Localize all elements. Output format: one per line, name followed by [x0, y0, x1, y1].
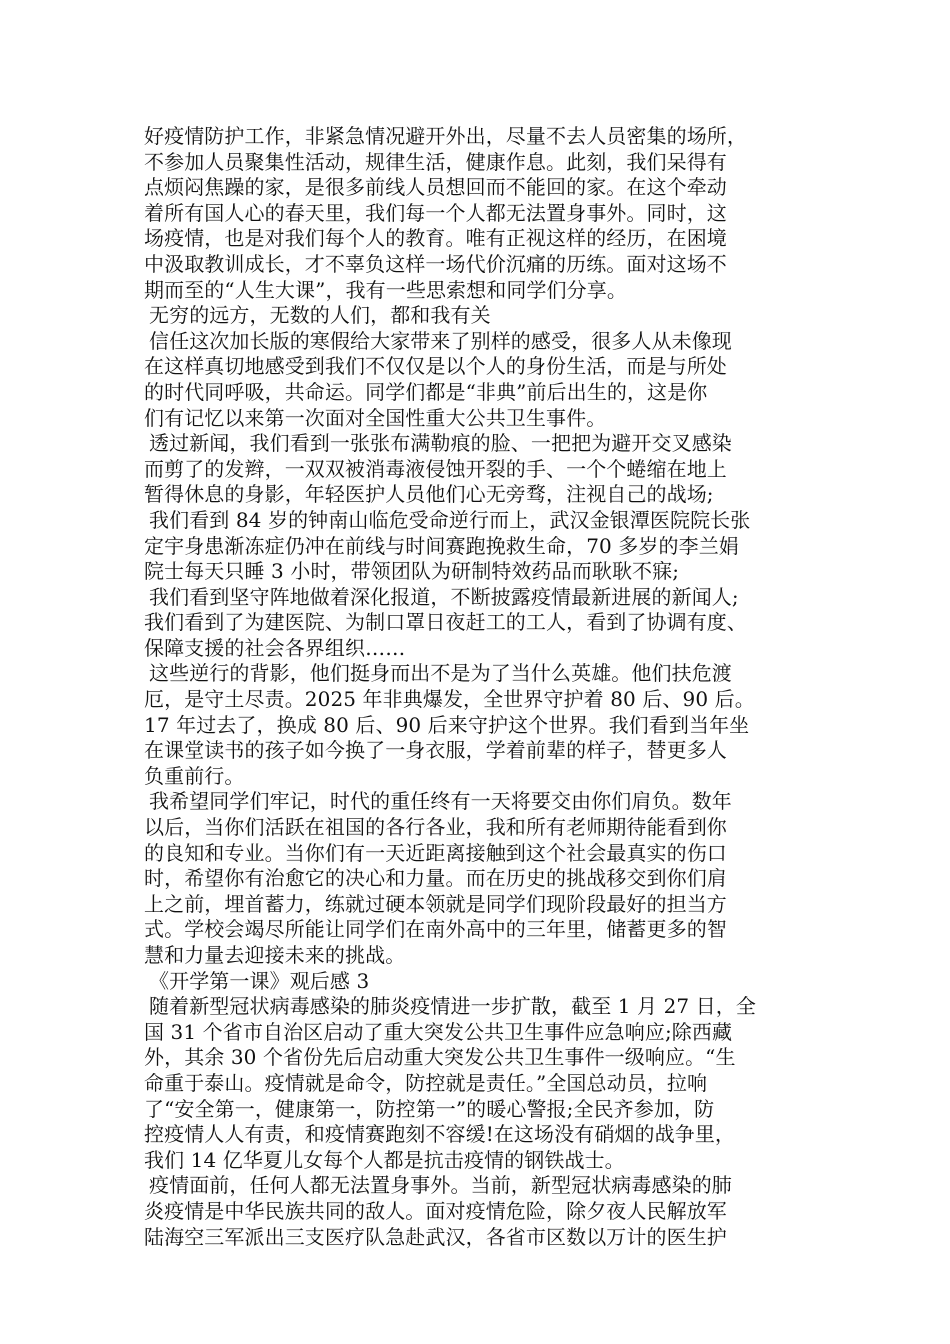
text-line: 信任这次加长版的寒假给大家带来了别样的感受，很多人从未像现 [149, 328, 732, 353]
text-line: 17 年过去了，换成 80 后、90 后来守护这个世界。我们看到当年坐 [144, 712, 750, 737]
document-body [144, 124, 810, 1250]
text-line: 暂得休息的身影，年轻医护人员他们心无旁骛，注视自己的战场; [144, 482, 714, 507]
text-line: 无穷的远方，无数的人们，都和我有关 [149, 303, 491, 328]
text-line: 在这样真切地感受到我们不仅仅是以个人的身份生活，而是与所处 [144, 354, 727, 379]
text-line: 随着新型冠状病毒感染的肺炎疫情进一步扩散，截至 1 月 27 日，全 [149, 994, 757, 1019]
text-line: 期而至的“人生大课”，我有一些思索想和同学们分享。 [144, 277, 627, 302]
text-line: 点烦闷焦躁的家，是很多前线人员想回而不能回的家。在这个牵动 [144, 175, 727, 200]
text-line: 定宇身患渐冻症仍冲在前线与时间赛跑挽救生命，70 多岁的李兰娟 [144, 533, 739, 558]
text-line: 炎疫情是中华民族共同的敌人。面对疫情危险，除夕夜人民解放军 [144, 1198, 727, 1223]
text-line: 时，希望你有治愈它的决心和力量。而在历史的挑战移交到你们肩 [144, 866, 727, 891]
text-line: 我们 14 亿华夏儿女每个人都是抗击疫情的钢铁战士。 [144, 1147, 625, 1172]
text-line: 负重前行。 [144, 763, 245, 788]
text-line: 式。学校会竭尽所能让同学们在南外高中的三年里，储蓄更多的智 [144, 917, 727, 942]
text-line: 保障支援的社会各界组织…… [144, 635, 406, 660]
text-line: 着所有国人心的春天里，我们每一个人都无法置身事外。同时，这 [144, 200, 727, 225]
text-line: 以后，当你们活跃在祖国的各行各业，我和所有老师期待能看到你 [144, 815, 727, 840]
text-line: 外，其余 30 个省份先后启动重大突发公共卫生事件一级响应。“生 [144, 1045, 736, 1070]
text-line: 国 31 个省市自治区启动了重大突发公共卫生事件应急响应;除西藏 [144, 1019, 733, 1044]
text-line: 疫情面前，任何人都无法置身事外。当前，新型冠状病毒感染的肺 [149, 1173, 732, 1198]
text-line: 中汲取教训成长，才不辜负这样一场代价沉痛的历练。面对这场不 [144, 251, 727, 276]
text-line: 的良知和专业。当你们有一天近距离接触到这个社会最真实的伤口 [144, 840, 727, 865]
text-line: 陆海空三军派出三支医疗队急赴武汉，各省市区数以万计的医生护 [144, 1224, 727, 1249]
text-line: 上之前，埋首蓄力，练就过硬本领就是同学们现阶段最好的担当方 [144, 891, 727, 916]
text-line: 场疫情，也是对我们每个人的教育。唯有正视这样的经历，在困境 [144, 226, 727, 251]
text-line: 我们看到了为建医院、为制口罩日夜赶工的工人，看到了协调有度、 [144, 610, 747, 635]
text-line: 在课堂读书的孩子如今换了一身衣服，学着前辈的样子，替更多人 [144, 738, 727, 763]
text-line: 而剪了的发辫，一双双被消毒液侵蚀开裂的手、一个个蜷缩在地上 [144, 456, 727, 481]
text-line: 厄，是守土尽责。2025 年非典爆发，全世界守护着 80 后、90 后。 [144, 687, 755, 712]
text-line: 好疫情防护工作，非紧急情况避开外出，尽量不去人员密集的场所， [144, 124, 747, 148]
text-line: 不参加人员聚集性活动，规律生活，健康作息。此刻，我们呆得有 [144, 149, 727, 174]
text-line: 了“安全第一，健康第一，防控第一”的暖心警报;全民齐参加，防 [144, 1096, 715, 1121]
text-line: 的时代同呼吸，共命运。同学们都是“非典”前后出生的，这是你 [144, 379, 708, 404]
text-line: 我们看到坚守阵地做着深化报道，不断披露疫情最新进展的新闻人; [149, 584, 739, 609]
text-line: 院士每天只睡 3 小时，带领团队为研制特效药品而耿耿不寐; [144, 559, 680, 584]
text-line: 命重于泰山。疫情就是命令，防控就是责任。”全国总动员，拉响 [144, 1070, 708, 1095]
text-line: 慧和力量去迎接未来的挑战。 [144, 943, 406, 967]
text-line: 透过新闻，我们看到一张张布满勒痕的脸、一把把为避开交叉感染 [149, 431, 732, 456]
text-line: 这些逆行的背影，他们挺身而出不是为了当什么英雄。他们扶危渡 [149, 661, 732, 686]
text-line: 我希望同学们牢记，时代的重任终有一天将要交由你们肩负。数年 [149, 789, 732, 814]
text-line: 我们看到 84 岁的钟南山临危受命逆行而上，武汉金银潭医院院长张 [149, 507, 751, 532]
text-line: 控疫情人人有责，和疫情赛跑刻不容缓!在这场没有硝烟的战争里， [144, 1122, 736, 1147]
text-line: 《开学第一课》观后感 3 [149, 968, 370, 993]
text-line: 们有记忆以来第一次面对全国性重大公共卫生事件。 [144, 405, 607, 430]
